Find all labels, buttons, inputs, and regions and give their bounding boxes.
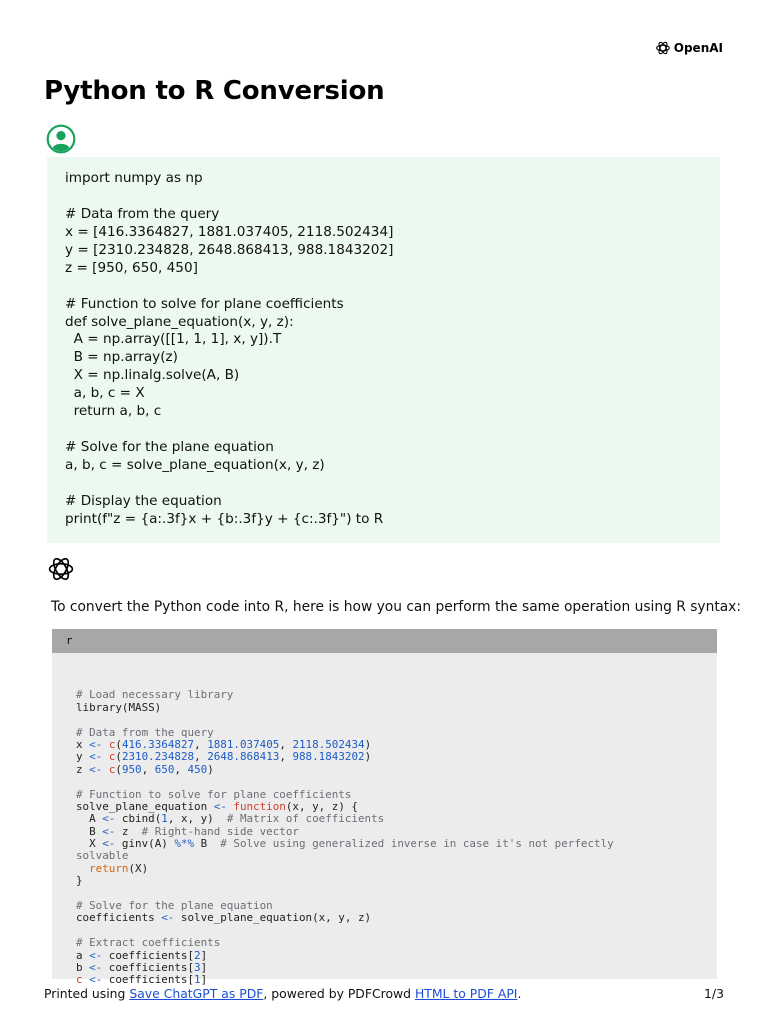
code-token: 416.3364827 xyxy=(121,737,195,751)
code-token: <- xyxy=(89,762,103,776)
code-token: library(MASS) xyxy=(76,700,162,714)
openai-logo-icon xyxy=(655,40,671,56)
user-message-line: # Display the equation xyxy=(65,492,222,509)
code-token: <- xyxy=(89,960,103,974)
code-token: 1 xyxy=(194,973,201,987)
code-token: } xyxy=(76,874,83,888)
code-token: ] xyxy=(200,960,208,974)
user-message-line: print(f"z = {a:.3f}x + {b:.3f}y + {c:.3f}") to R xyxy=(65,510,384,527)
user-message-line: # Function to solve for plane coefficients xyxy=(65,295,344,312)
code-token: y xyxy=(76,750,90,764)
code-token: # Solve for the plane equation xyxy=(76,899,273,913)
user-message-line: import numpy as np xyxy=(65,170,203,186)
code-token: coefficients xyxy=(76,911,162,925)
footer-middle: , powered by PDFCrowd xyxy=(263,986,415,1001)
code-token: , xyxy=(194,737,208,751)
code-token: X xyxy=(76,837,103,851)
footer-prefix: Printed using xyxy=(44,986,130,1001)
code-token: , xyxy=(279,750,293,764)
code-token: A xyxy=(76,812,103,826)
code-line xyxy=(76,838,717,850)
user-message-line: def solve_plane_equation(x, y, z): xyxy=(65,313,294,330)
user-message-line: # Data from the query xyxy=(65,205,220,222)
user-message-line xyxy=(65,278,702,296)
save-chatgpt-pdf-link[interactable]: Save ChatGPT as PDF xyxy=(129,986,264,1001)
code-language-label: r xyxy=(52,629,717,653)
code-block xyxy=(52,653,717,987)
brand-name: OpenAI xyxy=(673,41,723,55)
code-token: function xyxy=(233,799,286,813)
html-to-pdf-api-link[interactable]: HTML to PDF API xyxy=(414,986,518,1001)
code-token: solve_plane_equation(x, y, z) xyxy=(174,911,372,925)
code-token: 2648.868413 xyxy=(207,750,280,764)
code-token: <- xyxy=(102,837,116,851)
code-token: c xyxy=(108,762,116,776)
page-number: 1/3 xyxy=(704,986,724,1001)
code-token: # Solve using generalized inverse in case it's not perfectly xyxy=(220,837,614,851)
code-token: 2 xyxy=(194,948,201,962)
code-token: <- xyxy=(102,812,116,826)
code-token: # Function to solve for plane coefficients xyxy=(76,787,352,801)
code-token: b xyxy=(76,960,90,974)
brand-header xyxy=(655,40,723,56)
footer-suffix: . xyxy=(517,986,522,1001)
code-token: # Matrix of coefficients xyxy=(226,812,385,826)
code-token: coefficients[ xyxy=(102,948,195,962)
code-token: ] xyxy=(200,948,208,962)
code-token: , xyxy=(174,762,188,776)
page-footer xyxy=(44,986,724,1001)
code-token: <- xyxy=(161,911,175,925)
code-token: ) xyxy=(364,750,372,764)
code-line xyxy=(76,850,717,862)
code-token: ) xyxy=(364,737,372,751)
code-line xyxy=(76,764,717,776)
user-message-line: a, b, c = solve_plane_equation(x, y, z) xyxy=(65,457,325,473)
code-token: <- xyxy=(213,799,227,813)
code-token: <- xyxy=(89,750,103,764)
code-token: c xyxy=(76,973,83,987)
code-token: z xyxy=(76,762,90,776)
code-line xyxy=(76,689,717,701)
user-message-line: return a, b, c xyxy=(65,403,162,420)
code-token: ] xyxy=(200,973,208,987)
code-token: 3 xyxy=(194,960,201,974)
code-token: ( xyxy=(115,750,122,764)
user-message-line: B = np.array(z) xyxy=(65,349,178,366)
code-token: solvable xyxy=(76,849,129,863)
code-token: 1881.037405 xyxy=(207,737,280,751)
code-token: (x, y, z) { xyxy=(285,799,358,813)
code-token: <- xyxy=(89,973,103,987)
user-message-line: a, b, c = X xyxy=(65,385,145,402)
code-token: x xyxy=(76,737,90,751)
code-token: B xyxy=(76,824,103,838)
code-token: <- xyxy=(89,948,103,962)
code-token: B xyxy=(194,837,221,851)
code-token: # Load necessary library xyxy=(76,688,234,702)
code-token: <- xyxy=(102,824,116,838)
footer-credit xyxy=(44,986,521,1001)
code-token: 2310.234828 xyxy=(121,750,195,764)
code-token: 450 xyxy=(187,762,208,776)
code-token: coefficients[ xyxy=(102,960,195,974)
page-title: Python to R Conversion xyxy=(44,76,385,106)
user-message-bubble xyxy=(47,157,720,543)
user-message-line: x = [416.3364827, 1881.037405, 2118.502434] xyxy=(65,223,394,240)
code-line xyxy=(76,875,717,887)
code-line xyxy=(76,912,717,924)
code-line xyxy=(76,702,717,714)
code-token: # Extract coefficients xyxy=(76,936,221,950)
code-token: ( xyxy=(115,737,122,751)
code-token: %*% xyxy=(174,837,195,851)
user-message-line xyxy=(65,475,702,493)
assistant-intro-text: To convert the Python code into R, here is how you can perform the same operation using R syntax: xyxy=(51,599,741,615)
openai-logo-icon xyxy=(47,555,75,583)
user-message-line xyxy=(65,421,702,439)
user-message-line: X = np.linalg.solve(A, B) xyxy=(65,367,240,384)
user-message-line: y = [2310.234828, 2648.868413, 988.1843202] xyxy=(65,241,394,258)
code-token: return xyxy=(89,861,129,875)
code-token: 2118.502434 xyxy=(292,737,365,751)
code-token: , xyxy=(279,737,293,751)
code-token: # Right-hand side vector xyxy=(141,824,299,838)
code-token xyxy=(76,862,89,875)
code-token: cbind( xyxy=(115,812,162,826)
code-token: z xyxy=(115,824,142,838)
user-message-line: # Solve for the plane equation xyxy=(65,439,274,456)
code-line xyxy=(76,974,717,986)
code-token: a xyxy=(76,948,90,962)
code-token: coefficients[ xyxy=(102,973,195,987)
code-token: # Data from the query xyxy=(76,725,214,739)
code-token: 988.1843202 xyxy=(292,750,365,764)
code-token: ) xyxy=(207,762,214,776)
code-token: solve_plane_equation xyxy=(76,799,214,813)
code-token: ( xyxy=(115,762,122,776)
user-avatar-icon xyxy=(46,124,76,154)
code-token: , xyxy=(141,762,155,776)
code-token: , x, y) xyxy=(167,812,227,826)
code-token: c xyxy=(108,750,116,764)
code-token: , xyxy=(194,750,208,764)
code-line xyxy=(76,863,717,875)
user-message-line xyxy=(65,188,702,206)
code-token: 1 xyxy=(161,812,168,826)
user-message-line: A = np.array([[1, 1, 1], x, y]).T xyxy=(65,331,282,348)
code-token: 650 xyxy=(154,762,175,776)
code-token: 950 xyxy=(121,762,142,776)
user-message-line: z = [950, 650, 450] xyxy=(65,259,198,276)
code-token: ginv(A) xyxy=(115,837,175,851)
code-token: (X) xyxy=(128,861,149,875)
code-token: <- xyxy=(89,737,103,751)
code-token: c xyxy=(108,737,116,751)
